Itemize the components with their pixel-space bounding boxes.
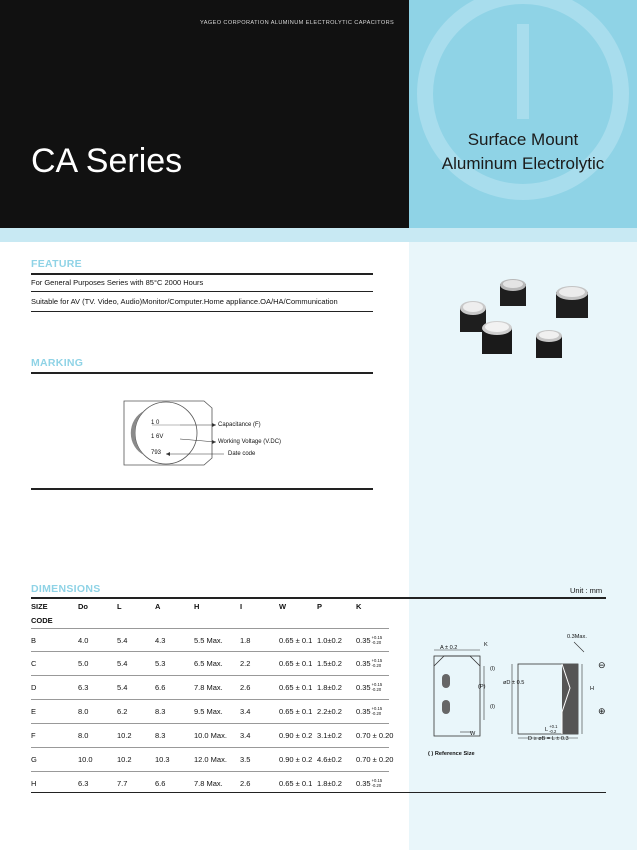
row-divider [31,675,389,676]
drawing-max-label: 0.3Max. [567,634,587,640]
drawing-a-label: A ± 0.2 [440,645,458,651]
capacitance-value: 1 0 [151,420,160,426]
capacitor-photo [448,278,598,368]
col-header-do: Do [78,602,88,611]
table-cell-l: 5.4 [117,636,128,645]
table-cell-p: 4.6±0.2 [317,755,342,764]
table-cell-l: 6.2 [117,707,128,716]
table-cell-h: 6.5 Max. [194,659,223,668]
table-cell-l: 7.7 [117,779,128,788]
drawing-k-label: K [484,642,488,648]
table-cell-w: 0.65 ± 0.1 [279,636,313,645]
col-header-i: I [240,602,243,611]
table-cell-l: 10.2 [117,731,132,740]
feature-rule-mid [31,291,373,292]
minus-icon: ⊖ [598,660,606,670]
table-cell-w: 0.65 ± 0.1 [279,707,313,716]
col-header-size: SIZE [31,602,48,611]
table-cell-size: D [31,683,37,692]
table-cell-a: 6.6 [155,683,166,692]
table-cell-do: 4.0 [78,636,89,645]
row-divider [31,771,389,772]
table-cell-a: 8.3 [155,731,166,740]
table-cell-i: 3.4 [240,707,251,716]
table-cell-i: 3.4 [240,731,251,740]
watermark-icon [409,0,637,228]
col-header-l: L [117,602,122,611]
table-cell-a: 8.3 [155,707,166,716]
col-header-k: K [356,602,362,611]
drawing-h-label: H [590,686,595,692]
header-blue-panel [409,0,637,228]
table-cell-p: 2.2±0.2 [317,707,342,716]
feature-rule-top [31,273,373,275]
table-cell-size: B [31,636,37,645]
table-cell-i: 2.6 [240,779,251,788]
drawing-dd-label: D ≥ øB = L ± 0.3 [528,736,569,742]
unit-label: Unit : mm [570,586,603,595]
row-divider [31,699,389,700]
col-header-code: CODE [31,616,53,625]
table-cell-size: G [31,755,37,764]
drawing-l-paren: (l) [490,666,495,672]
table-cell-i: 2.2 [240,659,251,668]
table-cell-i: 3.5 [240,755,251,764]
page-title: CA Series [31,142,183,180]
table-cell-do: 6.3 [78,779,89,788]
row-divider [31,723,389,724]
table-cell-p: 1.8±0.2 [317,779,342,788]
table-cell-i: 2.6 [240,683,251,692]
table-cell-p: 1.8±0.2 [317,683,342,692]
feature-rule-bottom [31,311,373,312]
header-black-panel [0,0,409,228]
feature-heading: FEATURE [31,258,82,270]
table-cell-w: 0.90 ± 0.2 [279,731,313,740]
feature-item-1: For General Purposes Series with 85°C 2000 Hours [31,278,204,287]
table-cell-a: 4.3 [155,636,166,645]
table-cell-k: 0.70 ± 0.20 [356,755,394,764]
drawing-l-paren-2: (l) [490,704,495,710]
table-cell-do: 6.3 [78,683,89,692]
plus-icon: ⊕ [598,706,606,716]
table-cell-h: 12.0 Max. [194,755,227,764]
col-header-p: P [317,602,323,611]
table-cell-h: 5.5 Max. [194,636,223,645]
marking-diagram [120,398,320,468]
table-cell-w: 0.65 ± 0.1 [279,659,313,668]
col-header-a: A [155,602,161,611]
row-divider [31,651,389,652]
table-cell-h: 7.8 Max. [194,779,223,788]
drawing-d-label: øD ± 0.5 [503,680,525,686]
table-cell-size: C [31,659,37,668]
table-cell-size: H [31,779,37,788]
table-cell-a: 6.6 [155,779,166,788]
table-cell-l: 5.4 [117,683,128,692]
feature-item-2: Suitable for AV (TV. Video, Audio)Monitor/Computer.Home appliance.OA/HA/Communication [31,297,338,306]
table-cell-i: 1.8 [240,636,251,645]
voltage-label: Working Voltage (V.DC) [218,439,282,445]
marking-heading: MARKING [31,357,84,369]
capacitor-top-view [120,398,320,468]
table-cell-h: 10.0 Max. [194,731,227,740]
table-cell-k: 0.35+0.15 -0.20 [356,682,383,693]
drawing-l-label: L+0.1 -0.2 [545,724,558,734]
header-strip [0,228,637,242]
table-cell-p: 1.0±0.2 [317,636,342,645]
reference-note: ( ) Reference Size [428,751,475,757]
marking-rule-top [31,372,373,374]
table-cell-w: 0.65 ± 0.1 [279,683,313,692]
row-divider [31,628,389,629]
drawing-p-paren: (P) [478,684,486,690]
table-cell-do: 5.0 [78,659,89,668]
table-cell-k: 0.35+0.15 -0.20 [356,706,383,717]
table-cell-k: 0.35+0.15 -0.20 [356,658,383,669]
subtitle-line-2: Aluminum Electrolytic [441,154,605,173]
table-cell-l: 5.4 [117,659,128,668]
table-cell-w: 0.65 ± 0.1 [279,779,313,788]
marking-rule-bottom [31,488,373,490]
table-cell-h: 9.5 Max. [194,707,223,716]
corporation-line: YAGEO CORPORATION ALUMINUM ELECTROLYTIC CAPACITORS [200,20,395,26]
table-cell-k: 0.35+0.15 -0.20 [356,635,383,646]
table-cell-do: 10.0 [78,755,93,764]
table-cell-p: 1.5±0.2 [317,659,342,668]
subtitle-line-1: Surface Mount [467,130,579,149]
table-cell-p: 3.1±0.2 [317,731,342,740]
date-code-label: Date code [228,451,256,457]
dimensions-rule-top [31,597,606,599]
col-header-w: W [279,602,287,611]
voltage-value: 1 6V [151,434,164,440]
table-cell-do: 8.0 [78,731,89,740]
table-cell-k: 0.35+0.15 -0.20 [356,778,383,789]
table-cell-size: F [31,731,36,740]
row-divider [31,747,389,748]
table-cell-k: 0.70 ± 0.20 [356,731,394,740]
table-cell-l: 10.2 [117,755,132,764]
dimensions-rule-bottom [31,792,606,793]
table-cell-size: E [31,707,37,716]
date-code-value: 793 [151,450,162,456]
dimensions-heading: DIMENSIONS [31,583,101,595]
table-cell-a: 10.3 [155,755,170,764]
table-cell-do: 8.0 [78,707,89,716]
capacitance-label: Capacitance (F) [218,422,261,428]
table-cell-h: 7.8 Max. [194,683,223,692]
table-cell-a: 5.3 [155,659,166,668]
col-header-h: H [194,602,200,611]
drawing-w-label: W [470,731,476,737]
table-cell-w: 0.90 ± 0.2 [279,755,313,764]
